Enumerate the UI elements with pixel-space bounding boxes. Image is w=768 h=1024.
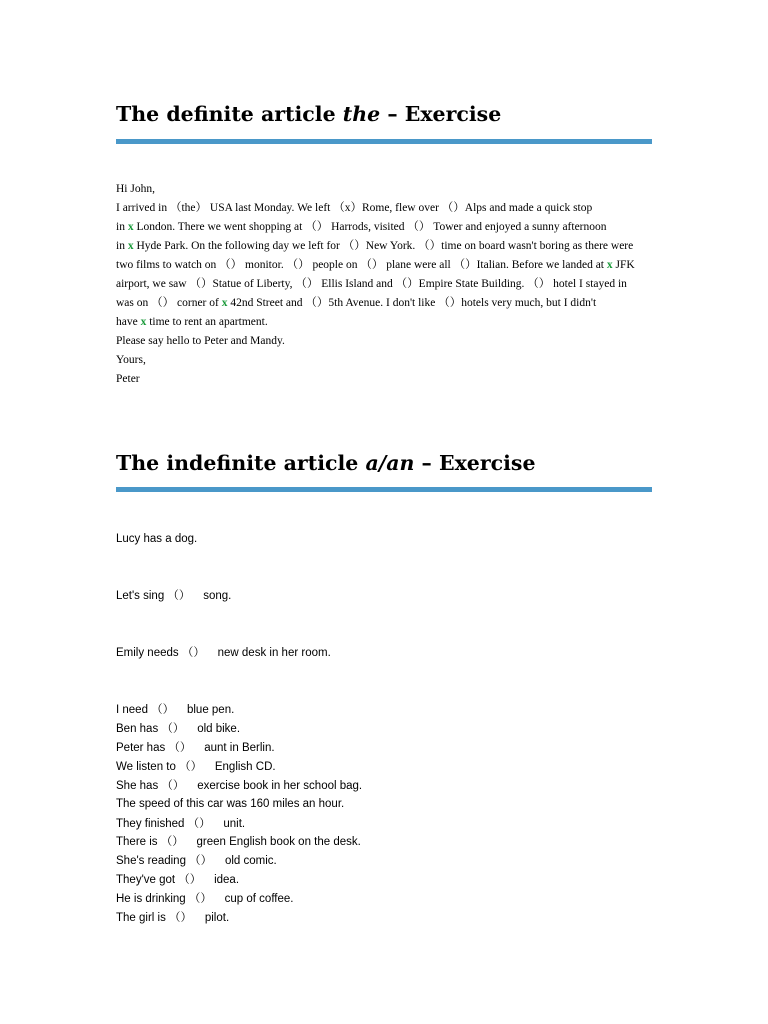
- sentence-start: Ben has: [116, 723, 159, 735]
- exercise-sentence: [116, 913, 229, 925]
- letter-text: airport, we saw （）Statue of Liberty, （） Ellis Island and （）Empire State Building. （） hotel I stayed in: [116, 278, 627, 290]
- letter-text: in: [116, 221, 128, 233]
- sentence-start: There is: [116, 836, 158, 848]
- letter-text: time to rent an apartment.: [146, 316, 268, 328]
- letter-text: 42nd Street and （）5th Avenue. I don't like （）hotels very much, but I didn't: [227, 297, 597, 309]
- letter-closing-line: Please say hello to Peter and Mandy.: [116, 335, 285, 347]
- sentence-end: idea.: [214, 874, 240, 886]
- sentence-end: English CD.: [214, 761, 276, 773]
- exercise-sentence: [116, 648, 331, 660]
- answer-mark-x: x: [606, 259, 613, 271]
- answer-blank: （）: [164, 590, 204, 602]
- exercise-sentence: [116, 799, 344, 811]
- exercise-sentence: [116, 762, 276, 774]
- letter-line: [116, 256, 676, 275]
- letter-text: two films to watch on （） monitor. （） people on （） plane were all （）Italian. Before we landed at: [116, 259, 607, 271]
- answer-mark-x: x: [127, 221, 134, 233]
- letter-line: [116, 313, 676, 332]
- exercise-sentence: [116, 781, 362, 793]
- answer-blank: （）: [165, 912, 205, 924]
- letter-exercise: [116, 180, 676, 389]
- sentence-start: The girl is: [116, 912, 166, 924]
- exercise-sentence: [116, 705, 234, 717]
- sentence-text: Lucy has a dog.: [116, 533, 198, 545]
- sentence-end: old comic.: [224, 855, 277, 867]
- sentence-end: unit.: [223, 818, 246, 830]
- letter-text: JFK: [612, 259, 635, 271]
- sentence-end: song.: [203, 590, 232, 602]
- letter-line: [116, 199, 676, 218]
- exercise-sentence: [116, 534, 197, 546]
- sentence-start: Let's sing: [116, 590, 165, 602]
- letter-line: [116, 237, 676, 256]
- letter-closing-line: Yours,: [116, 354, 146, 366]
- sentence-start: She has: [116, 780, 159, 792]
- exercise-sentence: [116, 894, 294, 906]
- sentence-start: Peter has: [116, 742, 166, 754]
- sentence-end: cup of coffee.: [224, 893, 294, 905]
- sentence-end: aunt in Berlin.: [204, 742, 275, 754]
- answer-blank: （）: [185, 855, 225, 867]
- exercise-sentence: [116, 819, 245, 831]
- sentence-end: blue pen.: [186, 704, 235, 716]
- answer-mark-x: x: [221, 297, 228, 309]
- exercise-sentence: [116, 856, 277, 868]
- sentence-end: exercise book in her school bag.: [197, 780, 363, 792]
- letter-text: I arrived in （the） USA last Monday. We left （x）Rome, flew over （）Alps and made a quick stop: [116, 202, 593, 214]
- answer-mark-x: x: [127, 240, 134, 252]
- sentence-end: old bike.: [197, 723, 241, 735]
- section2-title-before: The indefinite article: [116, 451, 366, 475]
- letter-text: in: [116, 240, 128, 252]
- answer-blank: （）: [175, 874, 215, 886]
- letter-text: Hyde Park. On the following day we left for （）New York. （）time on board wasn't boring as there were: [133, 240, 634, 252]
- answer-blank: （）: [175, 761, 215, 773]
- sentence-end: pilot.: [204, 912, 230, 924]
- sentence-start: They've got: [116, 874, 176, 886]
- answer-blank: （）: [165, 742, 205, 754]
- answer-blank: （）: [178, 647, 218, 659]
- sentence-start: I need: [116, 704, 148, 716]
- letter-line: [116, 218, 676, 237]
- answer-blank: （）: [158, 723, 198, 735]
- letter-text: London. There we went shopping at （） Harrods, visited （） Tower and enjoyed a sunny afternoon: [133, 221, 607, 233]
- letter-signature: Peter: [116, 373, 140, 385]
- section1-divider: [116, 139, 652, 144]
- section1-title: [116, 104, 501, 125]
- exercise-sentence: [116, 724, 240, 736]
- section2-title-after: – Exercise: [414, 451, 536, 475]
- section2-title-em: a/an: [365, 451, 415, 475]
- answer-blank: （）: [158, 780, 198, 792]
- sentence-start: We listen to: [116, 761, 176, 773]
- sentence-start: They finished: [116, 818, 185, 830]
- section2-divider: [116, 487, 652, 492]
- section1-title-after: – Exercise: [380, 102, 502, 126]
- section1-title-before: The definite article: [116, 102, 343, 126]
- letter-line: [116, 275, 676, 294]
- answer-blank: （）: [147, 704, 187, 716]
- letter-body: [116, 199, 676, 332]
- sentence-end: green English book on the desk.: [196, 836, 361, 848]
- section2-title: [116, 453, 536, 474]
- sentence-start: She's reading: [116, 855, 186, 867]
- sentence-start: He is drinking: [116, 893, 186, 905]
- answer-blank: （）: [185, 893, 225, 905]
- section1-title-em: the: [342, 102, 381, 126]
- answer-blank: （）: [157, 836, 197, 848]
- exercise-sentence: [116, 591, 231, 603]
- sentence-start: Emily needs: [116, 647, 179, 659]
- sentence-text: The speed of this car was 160 miles an hour.: [116, 798, 345, 810]
- answer-blank: （）: [184, 818, 224, 830]
- letter-text: have: [116, 316, 141, 328]
- exercise-sentence: [116, 837, 361, 849]
- sentence-end: new desk in her room.: [217, 647, 331, 659]
- exercise-sentence: [116, 743, 275, 755]
- letter-greeting: Hi John,: [116, 183, 155, 195]
- exercise-sentence: [116, 875, 239, 887]
- letter-line: [116, 294, 676, 313]
- letter-text: was on （） corner of: [116, 297, 222, 309]
- answer-mark-x: x: [140, 316, 147, 328]
